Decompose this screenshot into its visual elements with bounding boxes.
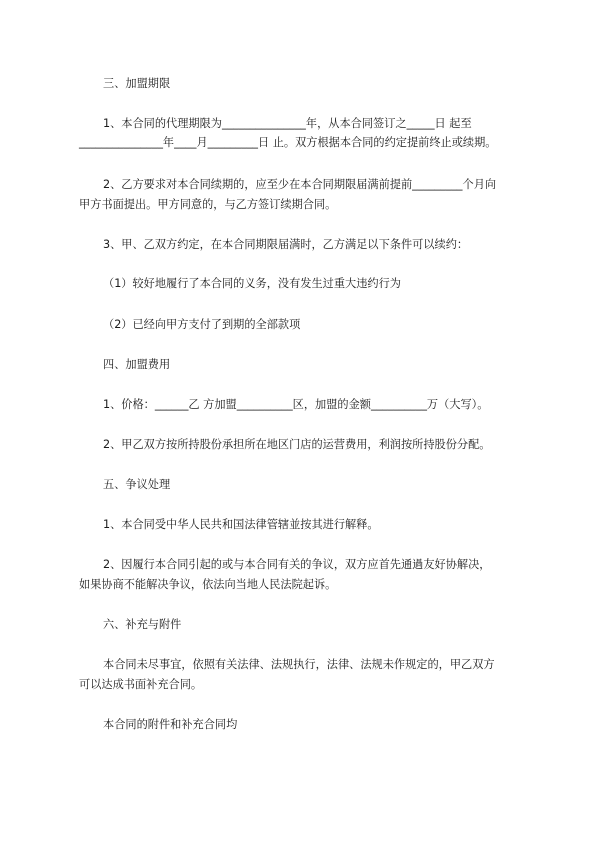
condition-item-2: （2）已经向甲方支付了到期的全部款项 <box>103 318 301 331</box>
clause-term-2-line-2: 甲方书面提出。甲方同意的，与乙方签订续期合同。 <box>79 198 337 211</box>
condition-item-1: （1）较好地履行了本合同的义务，没有发生过重大违约行为 <box>103 277 401 290</box>
section-heading-dispute: 五、争议处理 <box>103 478 171 491</box>
supplement-paragraph-line-1: 本合同未尽事宜，依照有关法律、法规执行，法律、法规未作规定的，甲乙双方 <box>103 658 495 671</box>
clause-term-1-line-1: 1、本合同的代理期限为_______________年，从本合同签订之_____日 起至 <box>103 117 472 130</box>
clause-term-1-line-2: _______________年____月_________日 止。双方根据本合同的约定提前终止或续期。 <box>79 136 497 149</box>
clause-term-3: 3、甲、乙双方约定，在本合同期限届满时，乙方满足以下条件可以续约： <box>103 238 469 251</box>
section-heading-fees: 四、加盟费用 <box>103 358 171 371</box>
clause-dispute-1: 1、本合同受中华人民共和国法律管辖並按其进行解释。 <box>103 518 379 531</box>
clause-fees-2: 2、甲乙双方按所持股份承担所在地区门店的运营费用，利润按所持股份分配。 <box>103 438 491 451</box>
section-heading-supplement: 六、补充与附件 <box>103 618 182 631</box>
attachments-paragraph: 本合同的附件和补充合同均 <box>103 718 238 731</box>
clause-term-2-line-1: 2、乙方要求对本合同续期的，应至少在本合同期限届满前提前_________个月向 <box>103 178 497 191</box>
supplement-paragraph-line-2: 可以达成书面补充合同。 <box>79 678 203 691</box>
clause-dispute-2-line-2: 如果协商不能解决争议，依法向当地人民法院起诉。 <box>79 578 337 591</box>
section-heading-term: 三、加盟期限 <box>103 77 171 90</box>
clause-fees-1: 1、价格：______乙 方加盟__________区，加盟的金额__________万（大写）。 <box>103 398 489 411</box>
clause-dispute-2-line-1: 2、因履行本合同引起的或与本合同有关的争议，双方应首先通過友好协解决， <box>103 558 491 571</box>
